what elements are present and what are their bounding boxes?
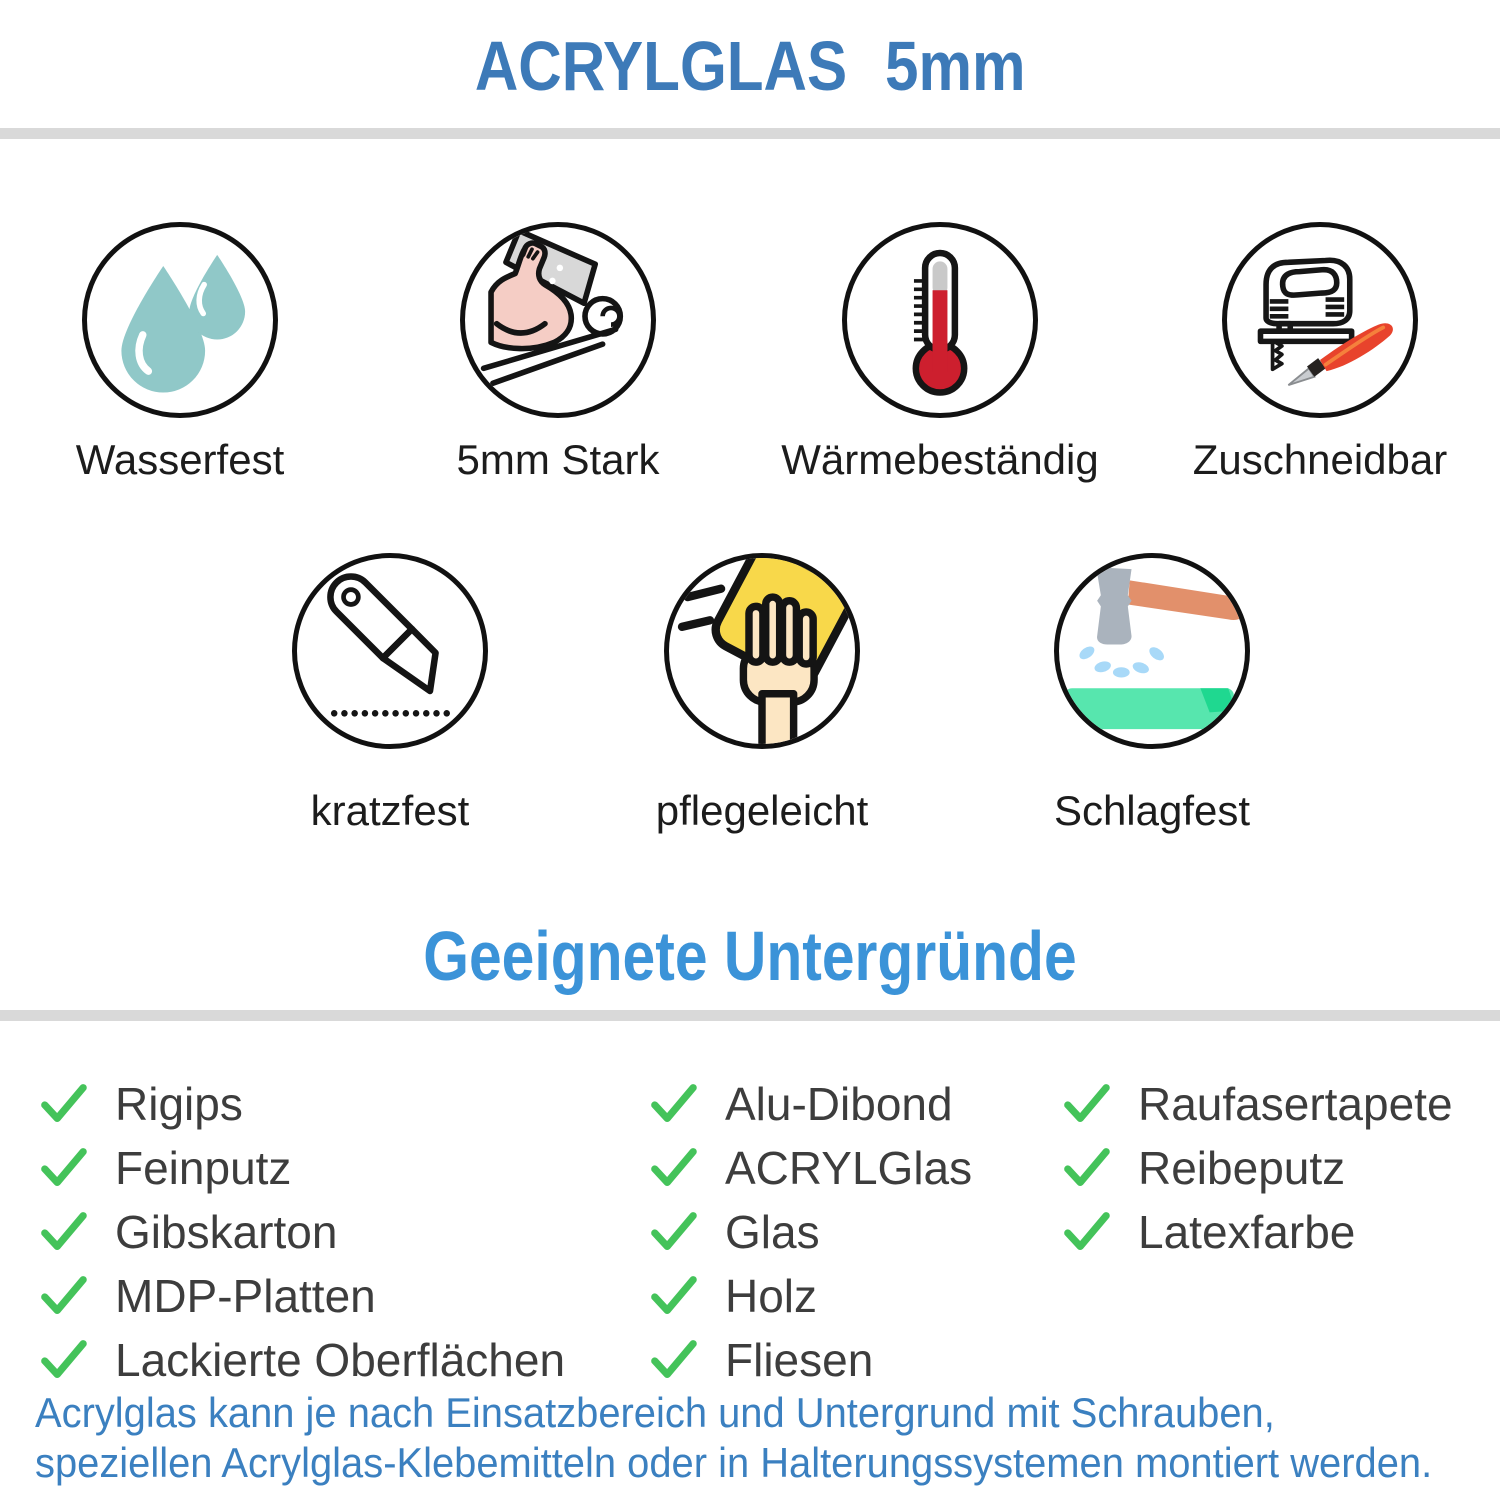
feature-label: pflegeleicht <box>655 787 869 834</box>
substrate-label: Raufasertapete <box>1138 1078 1453 1130</box>
list-item <box>645 1328 972 1392</box>
muscle-arm-icon <box>460 222 656 418</box>
hammer-icon <box>1054 553 1250 749</box>
list-item <box>35 1136 565 1200</box>
footer-line-2: speziellen Acrylglas-Klebemitteln oder in Halterungssystemen montiert werden. <box>35 1438 1433 1486</box>
divider-bar-top <box>0 128 1500 139</box>
substrate-label: Alu-Dibond <box>725 1078 953 1130</box>
list-item <box>645 1264 972 1328</box>
feature-pflegeleicht <box>582 553 942 835</box>
feature-label: Wärmebeständig <box>781 436 1099 483</box>
substrate-label: Gibskarton <box>115 1206 338 1258</box>
check-icon <box>645 1336 701 1384</box>
feature-kratzfest <box>210 553 570 835</box>
list-item <box>35 1072 565 1136</box>
check-icon <box>35 1272 91 1320</box>
feature-zuschneidbar <box>1140 222 1500 484</box>
check-icon <box>645 1080 701 1128</box>
footer-note <box>35 1388 1500 1487</box>
list-item <box>645 1200 972 1264</box>
feature-label: Zuschneidbar <box>1192 436 1448 483</box>
thermometer-icon <box>842 222 1038 418</box>
list-item <box>645 1136 972 1200</box>
feature-label: kratzfest <box>310 787 470 834</box>
substrate-label: Rigips <box>115 1078 243 1130</box>
substrate-label: Glas <box>725 1206 820 1258</box>
substrate-label: Holz <box>725 1270 818 1322</box>
feature-label: 5mm Stark <box>456 436 660 483</box>
substrates-column-2 <box>645 1072 972 1392</box>
footer-line-1: Acrylglas kann je nach Einsatzbereich und Untergrund mit Schrauben, <box>35 1389 1275 1436</box>
list-item <box>1058 1136 1453 1200</box>
check-icon <box>645 1144 701 1192</box>
substrate-label: MDP-Platten <box>115 1270 376 1322</box>
check-icon <box>1058 1080 1114 1128</box>
list-item <box>35 1200 565 1264</box>
section-title-text: Geeignete Untergründe <box>423 917 1077 995</box>
jigsaw-icon <box>1222 222 1418 418</box>
wipe-hand-icon <box>664 553 860 749</box>
check-icon <box>1058 1208 1114 1256</box>
feature-label: Schlagfest <box>1053 787 1251 834</box>
utility-knife-icon <box>292 553 488 749</box>
check-icon <box>645 1272 701 1320</box>
divider-bar-mid <box>0 1010 1500 1021</box>
substrate-label: Feinputz <box>115 1142 292 1194</box>
page-title <box>0 26 1500 106</box>
list-item <box>645 1072 972 1136</box>
check-icon <box>35 1208 91 1256</box>
check-icon <box>645 1208 701 1256</box>
substrate-label: Latexfarbe <box>1138 1206 1356 1258</box>
page-title-text: ACRYLGLAS 5mm <box>474 27 1026 105</box>
substrate-label: Fliesen <box>725 1334 874 1386</box>
list-item <box>35 1264 565 1328</box>
list-item <box>1058 1072 1453 1136</box>
feature-wasserfest <box>0 222 360 484</box>
check-icon <box>1058 1144 1114 1192</box>
check-icon <box>35 1144 91 1192</box>
substrates-column-1 <box>35 1072 565 1392</box>
substrates-column-3 <box>1058 1072 1453 1264</box>
substrate-label: ACRYLGlas <box>725 1142 973 1194</box>
substrate-label: Reibeputz <box>1138 1142 1346 1194</box>
check-icon <box>35 1336 91 1384</box>
feature-label: Wasserfest <box>75 436 285 483</box>
feature-waermebestaendig <box>760 222 1120 484</box>
feature-5mm-stark <box>378 222 738 484</box>
water-drops-icon <box>82 222 278 418</box>
substrate-label: Lackierte Oberflächen <box>115 1334 566 1386</box>
feature-schlagfest <box>972 553 1332 835</box>
list-item <box>1058 1200 1453 1264</box>
check-icon <box>35 1080 91 1128</box>
section-title <box>0 916 1500 996</box>
list-item <box>35 1328 565 1392</box>
